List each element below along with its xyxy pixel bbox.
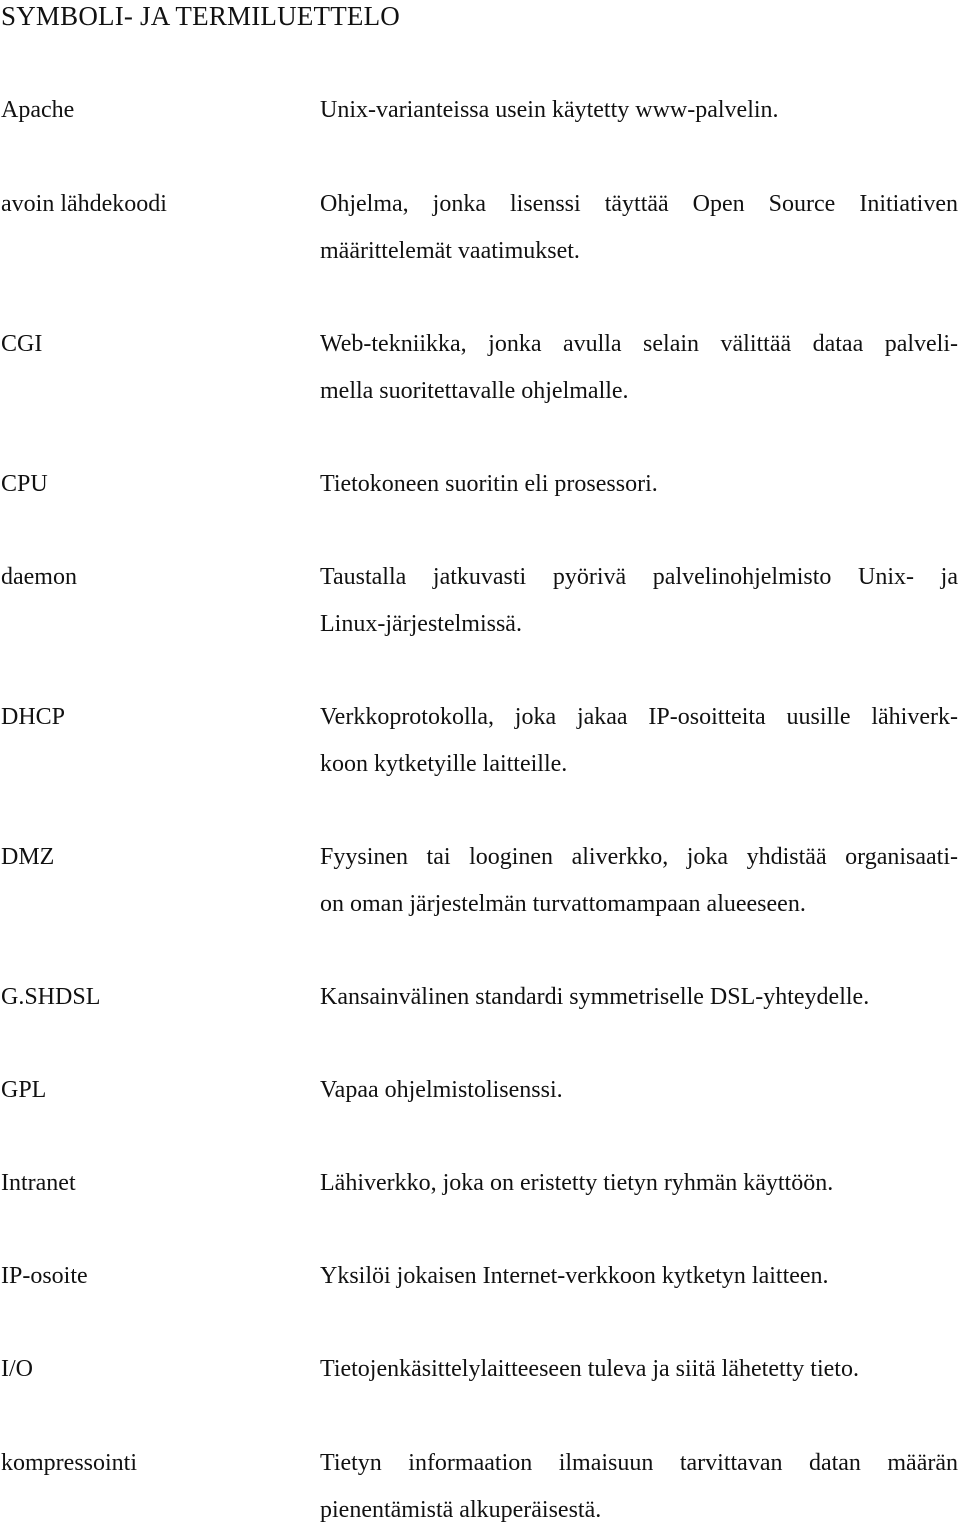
glossary-definition	[320, 1160, 958, 1207]
page-title: SYMBOLI- JA TERMILUETTELO	[1, 1, 400, 31]
glossary-definition	[320, 974, 958, 1021]
glossary-definition	[320, 1440, 958, 1534]
definition-line: Tietyn informaation ilmaisuun tarvittavan datan määrän	[320, 1450, 958, 1476]
glossary-definition	[320, 321, 958, 415]
glossary-term: DHCP	[1, 704, 66, 730]
definition-line: Web-tekniikka, jonka avulla selain välittää dataa palveli-	[320, 331, 958, 357]
glossary-term: Apache	[1, 97, 75, 123]
definition-line: koon kytketyille laitteille.	[320, 751, 568, 777]
glossary-definition	[320, 834, 958, 928]
definition-line: Unix-varianteissa usein käytetty www-palvelin.	[320, 97, 779, 123]
definition-line: Fyysinen tai looginen aliverkko, joka yhdistää organisaati-	[320, 844, 958, 870]
definition-line: Tietokoneen suoritin eli prosessori.	[320, 471, 658, 497]
glossary-term: G.SHDSL	[1, 984, 101, 1010]
glossary-term: CGI	[1, 331, 43, 357]
glossary-term: IP-osoite	[1, 1263, 88, 1289]
glossary-term: DMZ	[1, 844, 55, 870]
definition-line: määrittelemät vaatimukset.	[320, 238, 580, 264]
glossary-term: GPL	[1, 1077, 47, 1103]
definition-line: pienentämistä alkuperäisestä.	[320, 1497, 602, 1523]
definition-line: Linux-järjestelmissä.	[320, 611, 522, 637]
definition-line: Yksilöi jokaisen Internet-verkkoon kytketyn laitteen.	[320, 1263, 829, 1289]
definition-line: on oman järjestelmän turvattomampaan alueeseen.	[320, 891, 806, 917]
glossary-term: kompressointi	[1, 1450, 137, 1476]
definition-line: Tietojenkäsittelylaitteeseen tuleva ja siitä lähetetty tieto.	[320, 1356, 859, 1382]
glossary-definition	[320, 461, 958, 508]
definition-line: Taustalla jatkuvasti pyörivä palvelinohjelmisto Unix- ja	[320, 564, 958, 590]
glossary-definition	[320, 87, 958, 134]
glossary-term: avoin lähdekoodi	[1, 191, 167, 217]
definition-line: Kansainvälinen standardi symmetriselle DSL-yhteydelle.	[320, 984, 870, 1010]
glossary-definition	[320, 694, 958, 788]
glossary-definition	[320, 1067, 958, 1114]
glossary-definition	[320, 181, 958, 275]
glossary-term: Intranet	[1, 1170, 76, 1196]
definition-line: mella suoritettavalle ohjelmalle.	[320, 378, 629, 404]
glossary-definition	[320, 554, 958, 648]
definition-line: Lähiverkko, joka on eristetty tietyn ryhmän käyttöön.	[320, 1170, 834, 1196]
glossary-definition	[320, 1346, 958, 1393]
definition-line: Verkkoprotokolla, joka jakaa IP-osoitteita uusille lähiverk-	[320, 704, 958, 730]
glossary-term: I/O	[1, 1356, 33, 1382]
glossary-definition	[320, 1253, 958, 1300]
glossary-term: CPU	[1, 471, 48, 497]
definition-line: Vapaa ohjelmistolisenssi.	[320, 1077, 563, 1103]
glossary-term: daemon	[1, 564, 77, 590]
definition-line: Ohjelma, jonka lisenssi täyttää Open Source Initiativen	[320, 191, 958, 217]
